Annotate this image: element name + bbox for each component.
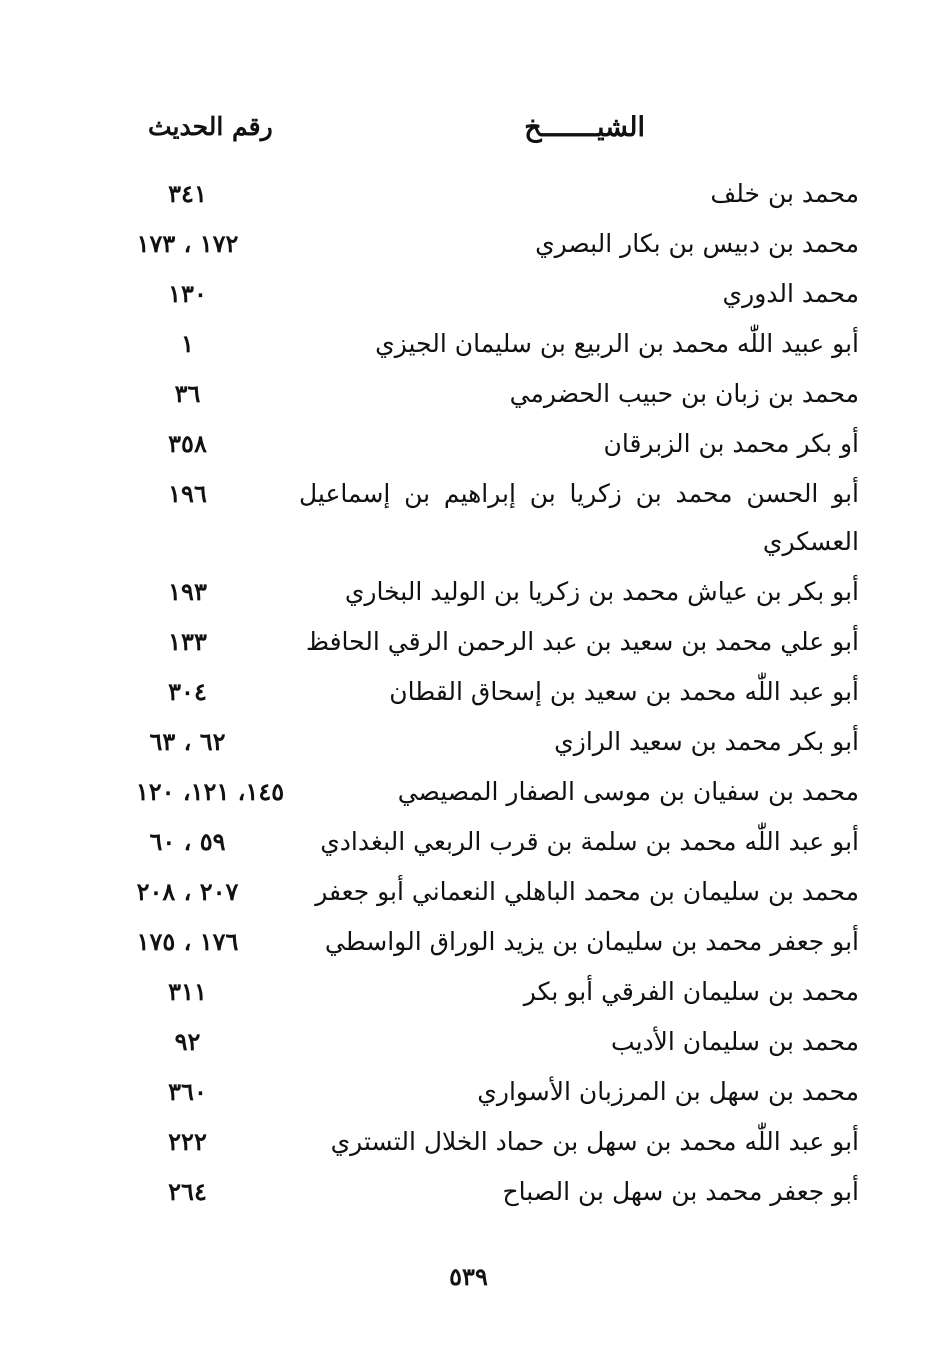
index-entries: [0, 162, 937, 1210]
hadith-number-column-header: رقم الحديث: [148, 112, 273, 141]
sheikh-name: أو بكر محمد بن الزبرقان: [603, 429, 859, 458]
index-entry: [0, 162, 937, 212]
hadith-numbers: ١٩٣: [168, 577, 207, 606]
sheikh-name: أبو الحسن محمد بن زكريا بن إبراهيم بن إسماعيل العسكري: [299, 479, 859, 556]
index-entry: [0, 810, 937, 860]
sheikh-name: أبو جعفر محمد بن سليمان بن يزيد الوراق الواسطي: [324, 927, 859, 956]
index-entry: [0, 560, 937, 610]
index-entry: [0, 462, 937, 560]
hadith-numbers: ١٣٣: [168, 627, 207, 656]
sheikh-name: أبو عبد اللّٰه محمد بن سلمة بن قرب الربعي البغدادي: [320, 827, 859, 856]
hadith-numbers: ٢٦٤: [168, 1177, 207, 1206]
hadith-numbers: ٥٩ ، ٦٠: [149, 827, 226, 856]
hadith-numbers: ١٣٠: [168, 279, 207, 308]
sheikh-name: محمد بن زبان بن حبيب الحضرمي: [509, 379, 859, 408]
hadith-numbers: ٢٢٢: [168, 1127, 207, 1156]
sheikh-name: أبو عبد اللّٰه محمد بن سعيد بن إسحاق القطان: [389, 677, 859, 706]
index-entry: [0, 312, 937, 362]
sheikh-name: أبو عبيد اللّٰه محمد بن الربيع بن سليمان الجيزي: [375, 329, 859, 358]
hadith-numbers: ١٧٦ ، ١٧٥: [136, 927, 239, 956]
index-entry: [0, 710, 937, 760]
hadith-numbers: ٣٤١: [168, 179, 207, 208]
index-entry: [0, 1010, 937, 1060]
index-entry: [0, 412, 937, 462]
index-entry: [0, 262, 937, 312]
index-entry: [0, 610, 937, 660]
sheikh-name: أبو بكر محمد بن سعيد الرازي: [554, 727, 859, 756]
sheikh-name: محمد بن سليمان الفرقي أبو بكر: [523, 977, 859, 1006]
hadith-numbers: ١٧٢ ، ١٧٣: [136, 229, 239, 258]
index-entry: [0, 1160, 937, 1210]
sheikh-name: محمد بن سفيان بن موسى الصفار المصيصي: [397, 777, 859, 806]
hadith-numbers: ٩٢: [174, 1027, 201, 1056]
sheikh-name: أبو عبد اللّٰه محمد بن سهل بن حماد الخلال التستري: [330, 1127, 859, 1156]
index-entry: [0, 1060, 937, 1110]
sheikh-name: محمد بن سهل بن المرزبان الأسواري: [477, 1077, 859, 1106]
index-entry: [0, 960, 937, 1010]
index-entry: [0, 860, 937, 910]
sheikh-name: محمد بن دبيس بن بكار البصري: [535, 229, 859, 258]
hadith-numbers: ٣٦: [174, 379, 201, 408]
index-entry: [0, 910, 937, 960]
sheikh-name: أبو علي محمد بن سعيد بن عبد الرحمن الرقي الحافظ: [305, 627, 859, 656]
hadith-numbers: ٣١١: [168, 977, 207, 1006]
hadith-numbers: ١٤٥، ١٢١، ١٢٠: [135, 777, 285, 806]
sheikh-name: محمد بن سليمان بن محمد الباهلي النعماني أبو جعفر: [315, 877, 859, 906]
index-entry: [0, 660, 937, 710]
hadith-numbers: ١: [181, 329, 194, 358]
sheikh-column-header: الشيـــــــخ: [524, 112, 645, 143]
hadith-numbers: ٣٦٠: [168, 1077, 207, 1106]
index-entry: [0, 212, 937, 262]
table-header: [0, 112, 937, 160]
index-entry: [0, 760, 937, 810]
page-number: ٥٣٩: [449, 1262, 488, 1291]
hadith-numbers: ١٩٦: [168, 479, 207, 508]
sheikh-name: أبو بكر بن عياش محمد بن زكريا بن الوليد البخاري: [344, 577, 859, 606]
index-entry: [0, 362, 937, 412]
sheikh-name: أبو جعفر محمد بن سهل بن الصباح: [502, 1177, 859, 1206]
sheikh-name: محمد بن خلف: [710, 179, 859, 208]
hadith-numbers: ٣٠٤: [168, 677, 207, 706]
hadith-numbers: ٣٥٨: [168, 429, 207, 458]
sheikh-name: محمد الدوري: [722, 279, 859, 308]
hadith-numbers: ٢٠٧ ، ٢٠٨: [136, 877, 239, 906]
hadith-numbers: ٦٢ ، ٦٣: [149, 727, 226, 756]
index-entry: [0, 1110, 937, 1160]
sheikh-name: محمد بن سليمان الأديب: [611, 1027, 859, 1056]
